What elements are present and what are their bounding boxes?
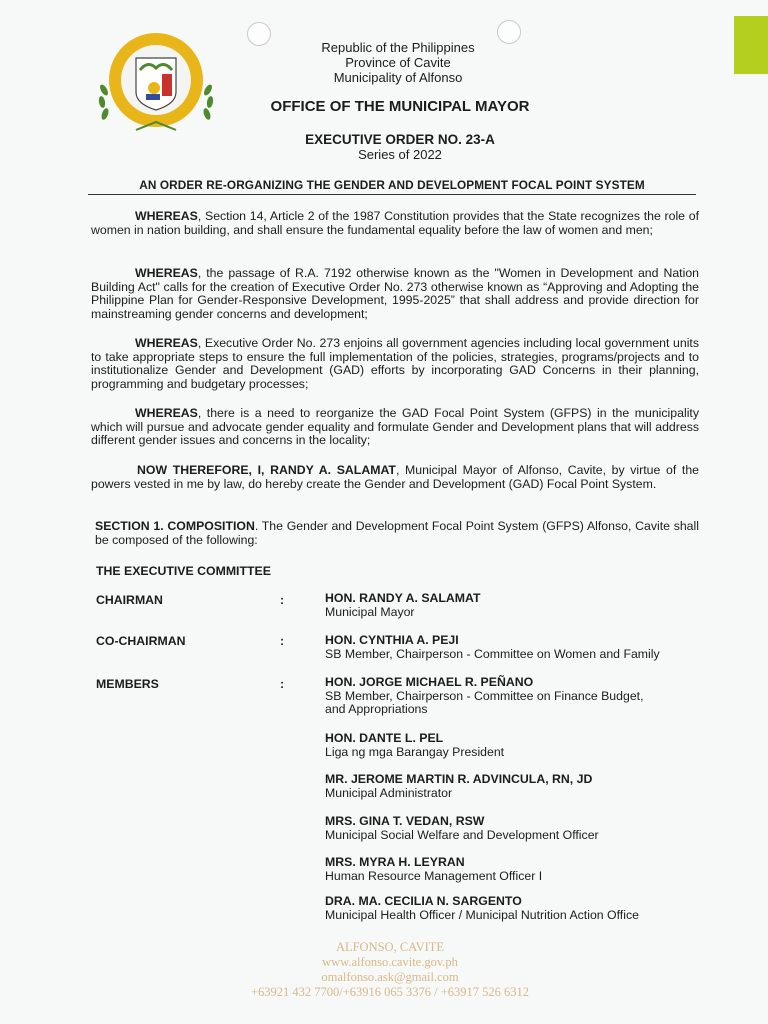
- whereas-paragraph-2: [91, 267, 699, 321]
- committee-member: [325, 856, 542, 883]
- committee-member: [325, 773, 592, 800]
- whereas-paragraph-4: [91, 407, 699, 448]
- executive-order-number: EXECUTIVE ORDER NO. 23-A: [305, 132, 495, 147]
- committee-member: [325, 732, 504, 759]
- member-name: MRS. GINA T. VEDAN, RSW: [325, 814, 485, 828]
- member-position: Municipal Administrator: [325, 785, 453, 800]
- header-province: Province of Cavite: [345, 55, 451, 70]
- whereas-lead: WHEREAS: [135, 209, 198, 223]
- committee-member: [325, 815, 599, 842]
- paragraph-text: . The Gender and Development Focal Point System (GFPS) Alfonso, Cavite shall be composed of the following:: [95, 519, 699, 547]
- role-colon: :: [280, 634, 285, 648]
- footer-email-link[interactable]: omalfonso.ask@gmail.com: [321, 970, 459, 984]
- paragraph-text: , Section 14, Article 2 of the 1987 Constitution provides that the State recognizes the role of women in nation building, and shall ensure the fundamental equality before the law of women and men;: [91, 209, 699, 237]
- municipal-seal-logo: [96, 30, 216, 140]
- document-tab-marker: [734, 16, 768, 74]
- executive-committee-heading: THE EXECUTIVE COMMITTEE: [96, 564, 271, 578]
- member-position: Municipal Social Welfare and Development Officer: [325, 827, 599, 842]
- footer-website-link[interactable]: www.alfonso.cavite.gov.ph: [322, 955, 458, 969]
- office-title: OFFICE OF THE MUNICIPAL MAYOR: [270, 98, 530, 115]
- whereas-lead: WHEREAS: [135, 336, 198, 350]
- role-members: MEMBERS: [96, 677, 159, 691]
- whereas-paragraph-1: [91, 210, 699, 237]
- whereas-lead: WHEREAS: [135, 406, 198, 420]
- role-colon: :: [280, 677, 285, 691]
- member-position-continued: and Appropriations: [325, 702, 428, 717]
- member-name: MR. JEROME MARTIN R. ADVINCULA, RN, JD: [325, 772, 593, 786]
- title-underline: [88, 194, 696, 195]
- section-1-lead: SECTION 1. COMPOSITION: [95, 519, 255, 533]
- member-position: Liga ng mga Barangay President: [325, 744, 505, 759]
- whereas-lead: WHEREAS: [135, 266, 198, 280]
- header-republic: Republic of the Philippines: [321, 40, 475, 55]
- member-name: HON. RANDY A. SALAMAT: [325, 591, 481, 605]
- member-name: DRA. MA. CECILIA N. SARGENTO: [325, 894, 522, 908]
- member-position: Municipal Mayor: [325, 604, 415, 619]
- member-name: MRS. MYRA H. LEYRAN: [325, 855, 465, 869]
- committee-member: [325, 634, 660, 661]
- header-municipality: Municipality of Alfonso: [333, 70, 463, 85]
- paragraph-text: , Municipal Mayor of Alfonso, Cavite, by virtue of the powers vested in me by law, do hereby create the Gender and Development (GAD) Focal Point System.: [91, 463, 699, 491]
- paragraph-text: , there is a need to reorganize the GAD Focal Point System (GFPS) in the municipality which will pursue and advocate gender equality and formulate Gender and Development plans that will address different gender issues and concerns in the locality;: [91, 406, 699, 448]
- paragraph-text: , the passage of R.A. 7192 otherwise known as the "Women in Development and Nation Building Act" calls for the creation of Executive Order No. 273 otherwise known as “Approving and Adopting the Philippine Plan for Gender-Responsive Development, 1995-2025” that shall address and provide direction for mainstreaming gender concerns and development;: [91, 266, 699, 321]
- footer-phone-numbers: +63921 432 7700/+63916 065 3376 / +63917 526 6312: [250, 985, 530, 999]
- member-name: HON. CYNTHIA A. PEJI: [325, 633, 459, 647]
- order-title: AN ORDER RE-ORGANIZING THE GENDER AND DEVELOPMENT FOCAL POINT SYSTEM: [139, 178, 645, 192]
- role-colon: :: [280, 593, 285, 607]
- now-therefore-lead: NOW THEREFORE, I, RANDY A. SALAMAT: [137, 463, 396, 477]
- role-cochairman: CO-CHAIRMAN: [96, 634, 186, 648]
- now-therefore-paragraph: [91, 464, 699, 491]
- footer-address: ALFONSO, CAVITE: [335, 940, 445, 954]
- whereas-paragraph-3: [91, 337, 699, 391]
- paragraph-text: , Executive Order No. 273 enjoins all government agencies including local government units to take appropriate steps to ensure the full implementation of the policies, strategies, programs/projects and to institutionalize Gender and Development (GAD) efforts by incorporating GAD Concerns in their planning, programming and budgetary processes;: [91, 336, 699, 391]
- member-position: Municipal Health Officer / Municipal Nutrition Action Office: [325, 907, 639, 922]
- series-year: Series of 2022: [358, 147, 442, 162]
- committee-member: [325, 676, 644, 717]
- member-position: SB Member, Chairperson - Committee on Finance Budget,: [325, 688, 644, 703]
- member-position: SB Member, Chairperson - Committee on Women and Family: [325, 646, 660, 661]
- member-name: HON. DANTE L. PEL: [325, 731, 444, 745]
- member-name: HON. JORGE MICHAEL R. PEÑANO: [325, 675, 534, 689]
- member-position: Human Resource Management Officer I: [325, 868, 543, 883]
- section-1-paragraph: [95, 520, 699, 547]
- committee-member: [325, 895, 639, 922]
- role-chairman: CHAIRMAN: [96, 593, 163, 607]
- committee-member: [325, 592, 481, 619]
